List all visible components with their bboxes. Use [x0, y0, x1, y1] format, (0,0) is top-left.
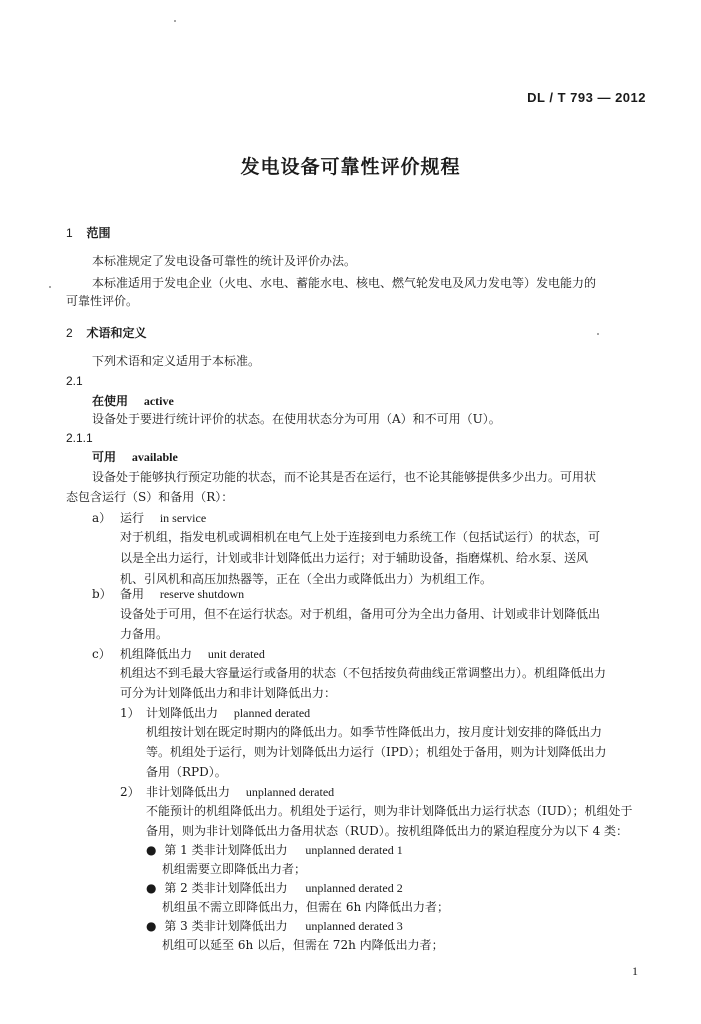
term-en: unit derated	[207, 647, 265, 661]
list-item-text: 设备处于可用，但不在运行状态。对于机组，备用可分为全出力备用、计划或非计划降低出	[120, 607, 601, 621]
scan-speck	[49, 286, 51, 288]
clause-number: 2.1.1	[66, 431, 93, 445]
term-en: in service	[159, 511, 207, 525]
bullet-term-en: unplanned derated 3	[305, 919, 403, 933]
term-en: planned derated	[233, 706, 311, 720]
paragraph: 可靠性评价。	[66, 294, 139, 308]
definition: 设备处于要进行统计评价的状态。在使用状态分为可用（A）和不可用（U）。	[92, 412, 501, 426]
term-en: unplanned derated	[245, 785, 335, 799]
bullet-desc: 机组需要立即降低出力者；	[162, 862, 307, 876]
sublist-item-text: 备用，则为非计划降低出力备用状态（RUD）。按机组降低出力的紧迫程度分为以下 4 类：	[146, 824, 629, 838]
term-cn: 在使用	[92, 394, 129, 408]
list-item-text: 力备用。	[120, 627, 169, 641]
sublist-item-label: 2）	[120, 785, 140, 799]
list-item-text: 机、引风机和高压加热器等，正在（全出力或降低出力）为机组工作。	[120, 572, 493, 586]
list-item-text: 机组达不到毛最大容量运行或备用的状态（不包括按负荷曲线正常调整出力）。机组降低出力	[120, 666, 607, 680]
term-en: available	[131, 450, 178, 464]
bullet-dot-icon: ●	[146, 881, 157, 895]
section-number: 1	[66, 226, 73, 240]
term-en: active	[143, 394, 174, 408]
document-code: DL / T 793 — 2012	[527, 90, 646, 105]
sublist-item-text: 等。机组处于运行，则为计划降低出力运行（IPD）；机组处于备用，则为计划降低出力	[146, 745, 607, 759]
term-cn: 计划降低出力	[146, 706, 219, 720]
bullet-item	[146, 880, 403, 896]
paragraph: 本标准规定了发电设备可靠性的统计及评价办法。	[92, 254, 357, 268]
bullet-item	[146, 918, 403, 934]
bullet-term-en: unplanned derated 2	[305, 881, 403, 895]
scan-speck	[174, 20, 176, 22]
term	[146, 705, 310, 721]
section-2-heading	[66, 325, 147, 341]
term-cn: 备用	[120, 587, 145, 601]
term-cn: 运行	[120, 511, 145, 525]
list-item-label: a）	[92, 511, 112, 525]
document-title: 发电设备可靠性评价规程	[240, 156, 461, 178]
section-number: 2	[66, 326, 73, 340]
term	[120, 646, 265, 662]
paragraph: 本标准适用于发电企业（火电、水电、蓄能水电、核电、燃气轮发电及风力发电等）发电能力的	[92, 276, 597, 290]
term	[92, 449, 178, 465]
term	[120, 586, 244, 602]
list-item-text: 对于机组，指发电机或调相机在电气上处于连接到电力系统工作（包括试运行）的状态，可	[120, 530, 601, 544]
sublist-item-label: 1）	[120, 706, 140, 720]
definition: 设备处于能够执行预定功能的状态，而不论其是否在运行，也不论其能够提供多少出力。可用状	[92, 470, 597, 484]
term-cn: 机组降低出力	[120, 647, 193, 661]
list-item-label: b）	[92, 587, 112, 601]
bullet-dot-icon: ●	[146, 919, 157, 933]
term	[92, 393, 174, 409]
section-title: 术语和定义	[86, 326, 147, 340]
bullet-dot-icon: ●	[146, 843, 157, 857]
section-1-heading	[66, 225, 111, 241]
paragraph: 下列术语和定义适用于本标准。	[92, 354, 261, 368]
term-cn: 非计划降低出力	[146, 785, 231, 799]
bullet-desc: 机组可以延至 6h 以后，但需在 72h 内降低出力者；	[162, 938, 444, 952]
sublist-item-text: 机组按计划在既定时期内的降低出力。如季节性降低出力，按月度计划安排的降低出力	[146, 725, 603, 739]
term	[120, 510, 206, 526]
list-item-text: 以是全出力运行，计划或非计划降低出力运行；对于辅助设备，指磨煤机、给水泵、送风	[120, 551, 589, 565]
list-item-label: c）	[92, 647, 111, 661]
bullet-term-cn: 第 2 类非计划降低出力	[164, 881, 288, 895]
clause-number: 2.1	[66, 374, 83, 388]
term-cn: 可用	[92, 450, 117, 464]
term-en: reserve shutdown	[159, 587, 245, 601]
bullet-term-cn: 第 1 类非计划降低出力	[164, 843, 288, 857]
page-number: 1	[632, 964, 638, 978]
term	[146, 784, 334, 800]
section-title: 范围	[86, 226, 111, 240]
definition: 态包含运行（S）和备用（R）：	[66, 490, 234, 504]
sublist-item-text: 备用（RPD）。	[146, 765, 227, 779]
bullet-item	[146, 842, 403, 858]
bullet-desc: 机组虽不需立即降低出力，但需在 6h 内降低出力者；	[162, 900, 449, 914]
bullet-term-en: unplanned derated 1	[305, 843, 403, 857]
bullet-term-cn: 第 3 类非计划降低出力	[164, 919, 288, 933]
list-item-text: 可分为计划降低出力和非计划降低出力：	[120, 686, 337, 700]
scan-speck	[597, 333, 599, 335]
sublist-item-text: 不能预计的机组降低出力。机组处于运行，则为非计划降低出力运行状态（IUD）；机组处于	[146, 804, 633, 818]
